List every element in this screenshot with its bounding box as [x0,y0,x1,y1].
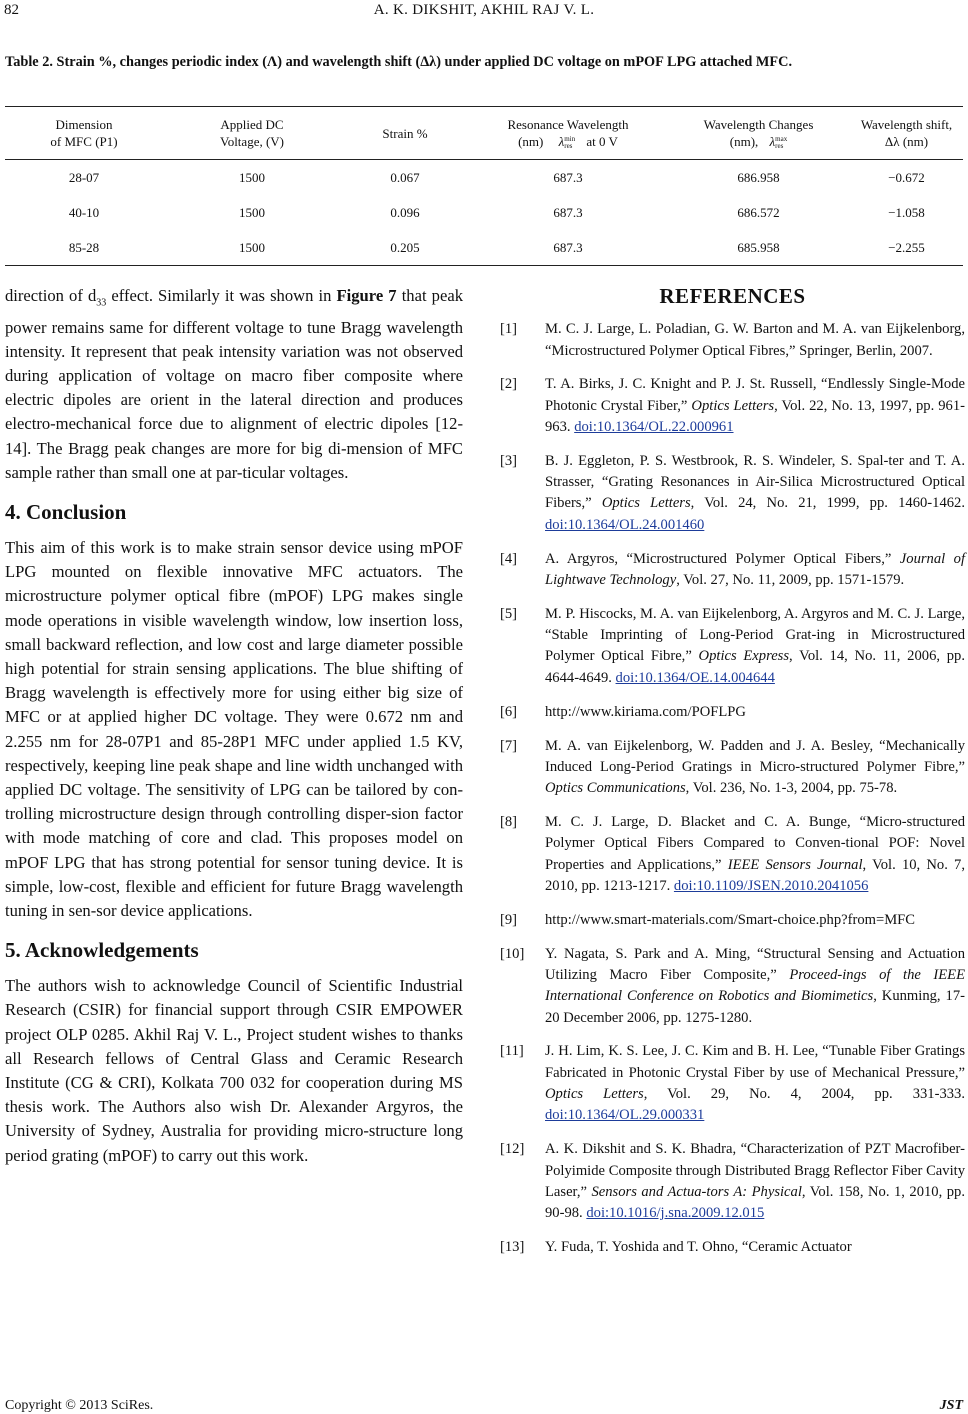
col-header-voltage: Applied DC Voltage, (V) [163,107,341,160]
table-cell: 28-07 [68,169,100,185]
table-cell: 686.958 [737,169,780,185]
copyright-text: Copyright © 2013 SciRes. [5,1398,154,1413]
table-cell: 85-28 [5,230,163,266]
col-header-resonance: Resonance Wavelength (nm) λmin res at 0 V [469,107,667,160]
table-cell: 0.205 [341,230,469,266]
col-header-dimension: Dimension of MFC (P1) [5,107,163,160]
table-cell: −1.058 [888,204,925,220]
table-row [5,195,963,230]
paragraph-acknowledgements: The authors wish to acknowledge Council of Scientific Industrial Research (CSIR) for financial support through CSIR EMPOWER project OLP 0285. Akhil Raj V. L., Project student wishes to thanks all Research fellows of Central Glass and Ceramic Research Institute (CG & CRI), Kolkata 700 032 for cooperation during MS thesis work. The Authors also wish Dr. Alexander Argyros, the University of Sydney, Australia for providing micro-structure long period grating (mPOF) to carry out this work. [5,976,463,1165]
reference-number: [9] [500,911,518,928]
table-cell: 40-10 [68,204,100,220]
table-header-row [5,107,963,160]
reference-number: [8] [500,814,518,830]
figure-reference: Figure 7 [336,286,397,305]
table-cell: −2.255 [850,230,963,266]
paragraph-conclusion: This aim of this work is to make strain sensor device using mPOF LPG mounted on flexible innovative MFC actuators. The microstructure polymer optical fibre (mPOF) LPG makes single mode operations in visible wavelength window, low insertion loss, small backward reflection, and low cost and large diameter possible high potential for strain sensing applications. The blue shifting of Bragg wavelength is effectively more for using either big size of MFC or at applied higher DC voltage. They were 0.672 nm and 2.255 nm for 28-07P1 and 85-28P1 MFC under applied 1.5 KV, respectively, keeping line peak shape and line width unchanged with applied DC voltage. The sensitivity of LPG can be tailored by con-trolling microstructure design through controlling disper-sion factor with mode matching of core and clad. This proposes model on mPOF LPG that has strong potential for sensor tuning device. It is simple, low-cost, flexible and efficient for future Bragg wavelength tuning in sen-sor device applications. [5,537,463,920]
table-cell: 687.3 [469,230,667,266]
reference-number: [11] [500,1043,524,1060]
reference-item [500,1041,965,1126]
table-cell: 1500 [163,230,341,266]
reference-number: [2] [500,376,518,393]
doi-link[interactable]: doi:10.1364/OE.14.004644 [615,669,775,686]
reference-number: [3] [500,452,518,469]
reference-item [500,910,965,931]
doi-link[interactable]: doi:10.1364/OL.22.000961 [574,418,734,435]
section-heading-acknowledgements: 5. Acknowledgements [5,938,199,963]
table-cell: 1500 [239,169,265,185]
reference-text: M. C. J. Large, L. Poladian, G. W. Barton and M. A. van Eijkelenborg, “Microstructured Polymer Optical Fibres,” Springer, Berlin, 2007. [545,321,965,359]
reference-text: M. C. J. Large, D. Blacket and C. A. Bunge, “Micro-structured Polymer Optical Fibers Compared to Conven-tional POF: Novel Properties and Applications,” IEEE Sensors Journal, Vol. 10, No. 7, 2010, pp. 1213-1217. doi:10.1109/JSEN.2010.2041056 [545,814,965,894]
reference-text: Y. Fuda, T. Yoshida and T. Ohno, “Ceramic Actuator [545,1239,852,1256]
paragraph-continued: direction of $d_{33}$ effect. Similarly it was shown in Figure 7 that peak power remains same for different voltage to tune Bragg wavelength intensity. It represent that peak intensity variation was not observed during application of voltage on macro fiber composite where electric dipoles are orient in the lateral direction and produces electro-mechanical force due to alignment of electric dipoles [12-14]. The Bragg peak changes are more for big di-mension of MFC sample rather than small one at par-ticular voltages. [5,286,463,482]
reference-number: [1] [500,321,518,338]
reference-item [500,319,965,362]
reference-item [500,604,965,689]
reference-text: B. J. Eggleton, P. S. Westbrook, R. S. Windeler, S. Spal-ter and T. A. Strasser, “Grating Resonances in Air-Silica Microstructured Optical Fibers,” Optics Letters, Vol. 24, No. 21, 1999, pp. 1460-1462. doi:10.1364/OL.24.001460 [545,452,965,533]
reference-text: J. H. Lim, K. S. Lee, J. C. Kim and B. H. Lee, “Tunable Fiber Gratings Fabricated in Photonic Crystal Fiber by use of Mechanical Pressure,” Optics Letters, Vol. 29, No. 4, 2004, pp. 331-333. doi:10.1364/OL.29.000331 [545,1043,966,1124]
col-header-shift: Wavelength shift, Δλ (nm) [850,107,963,160]
references-column [500,284,965,1271]
reference-text: Y. Nagata, S. Park and A. Ming, “Structural Sensing and Actuation Utilizing Macro Fiber Composite,” Proceed-ings of the IEEE International Conference on Robotics and Biomimetics, Kunming, 17-20 December 2006, pp. 1275-1280. [545,945,965,1026]
table-cell: 687.3 [553,204,583,220]
reference-number: [5] [500,605,518,622]
page-header [0,0,968,30]
reference-item [500,944,965,1029]
col-header-changes: Wavelength Changes (nm), λmax res [667,107,850,160]
section-heading-conclusion: 4. Conclusion [5,499,127,524]
reference-item [500,451,965,536]
reference-list [500,319,965,1258]
table-cell: 0.067 [390,169,420,185]
doi-link[interactable]: doi:10.1016/j.sna.2009.12.015 [586,1205,765,1222]
reference-text: http://www.smart-materials.com/Smart-choice.php?from=MFC [545,911,916,928]
table-cell: 0.096 [390,204,420,220]
reference-item [500,1139,965,1224]
references-heading: REFERENCES [659,284,806,308]
journal-abbrev: JST [939,1398,963,1413]
table-row [5,230,963,266]
table-cell: 686.572 [737,204,780,220]
table-caption: Table 2. Strain %, changes periodic index (Λ) and wavelength shift (Δλ) under applied DC voltage on mPOF LPG attached MFC. [5,54,793,70]
table-row [5,160,963,196]
doi-link[interactable]: doi:10.1364/OL.29.000331 [545,1107,705,1124]
left-column [5,284,463,1168]
reference-text: T. A. Birks, J. C. Knight and P. J. St. Russell, “Endlessly Single-Mode Photonic Crystal Fiber,” Optics Letters, Vol. 22, No. 13, 1997, pp. 961-963. doi:10.1364/OL.22.000961 [545,376,965,435]
reference-number: [10] [500,945,525,962]
data-table [5,106,963,266]
reference-number: [13] [500,1239,525,1256]
reference-item [500,812,965,897]
running-title: A. K. DIKSHIT, AKHIL RAJ V. L. [373,2,595,18]
table-cell: 685.958 [667,230,850,266]
reference-item [500,702,965,723]
col-header-strain: Strain % [341,107,469,160]
reference-item [500,1237,965,1258]
doi-link[interactable]: doi:10.1109/JSEN.2010.2041056 [673,877,869,894]
reference-number: [6] [500,703,518,720]
reference-number: [7] [500,737,518,754]
reference-number: [4] [500,550,518,567]
table-cell: 687.3 [553,169,583,185]
table-cell: 1500 [239,204,265,220]
doi-link[interactable]: doi:10.1364/OL.24.001460 [545,516,705,533]
reference-item [500,736,965,800]
table-cell: −0.672 [888,169,925,185]
reference-text: M. P. Hiscocks, M. A. van Eijkelenborg, A. Argyros and M. C. J. Large, “Stable Imprinting of Long-Period Grat-ing in Microstructured Polymer Optical Fibre,” Optics Express, Vol. 14, No. 11, 2006, pp. 4644-4649. doi:10.1364/OE.14.004644 [545,605,965,686]
reference-text: A. K. Dikshit and S. K. Bhadra, “Characterization of PZT Macrofiber-Polyimide Composite through Distributed Bragg Reflector Fiber Cavity Laser,” Sensors and Actua-tors A: Physical, Vol. 158, No. 1, 2010, pp. 90-98. doi:10.1016/j.sna.2009.12.015 [545,1141,966,1222]
reference-text: http://www.kiriama.com/POFLPG [545,703,746,720]
reference-text: A. Argyros, “Microstructured Polymer Optical Fibers,” Journal of Lightwave Technology, Vol. 27, No. 11, 2009, pp. 1571-1579. [545,550,965,588]
reference-item [500,549,965,592]
reference-item [500,374,965,438]
page-number: 82 [4,2,19,18]
reference-number: [12] [500,1141,525,1158]
reference-text: M. A. van Eijkelenborg, W. Padden and J. A. Besley, “Mechanically Induced Long-Period Gratings in Micro-structured Polymer Fibre,” Optics Communications, Vol. 236, No. 1-3, 2004, pp. 75-78. [545,737,965,797]
